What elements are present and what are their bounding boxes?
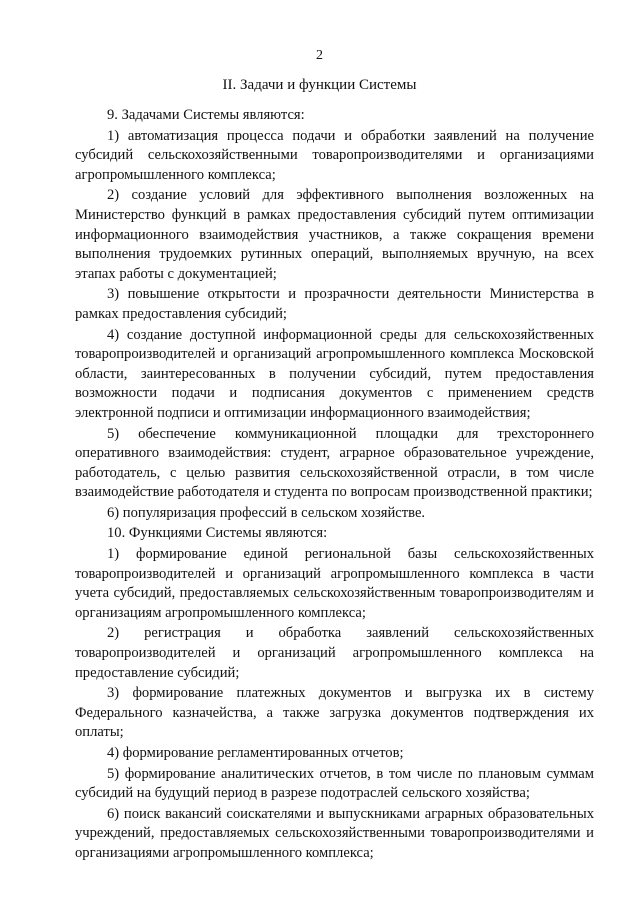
paragraph-task-5: 5) обеспечение коммуникационной площадки для трехстороннего оперативного взаимодействия: студент, аграрное образовательное учреждение, работодатель, с целью развития сельскохозяйственной отрасли, в том числе взаимодействие работодателя и студента по вопросам производственной практики; — [75, 425, 594, 501]
paragraph-task-6: 6) популяризация профессий в сельском хозяйстве. — [107, 504, 426, 521]
paragraph-function-6: 6) поиск вакансий соискателями и выпускниками аграрных образовательных учреждений, предоставляемых сельскохозяйственными товаропроизводителями и организациями агропромышленного комплекса; — [75, 805, 594, 861]
section-title: II. Задачи и функции Системы — [222, 77, 417, 93]
document-body — [75, 106, 594, 865]
paragraph-function-2: 2) регистрация и обработка заявлений сельскохозяйственных товаропроизводителей и организаций агропромышленного комплекса на предоставление субсидий; — [75, 625, 594, 681]
paragraph-function-3: 3) формирование платежных документов и выгрузка их в систему Федерального казначейства, а также загрузка документов подтверждения их оплаты; — [75, 685, 594, 741]
paragraph-task-3: 3) повышение открытости и прозрачности деятельности Министерства в рамках предоставления субсидий; — [75, 286, 594, 322]
paragraph-function-4: 4) формирование регламентированных отчетов; — [107, 745, 404, 761]
paragraph-tasks-heading: 9. Задачами Системы являются: — [107, 107, 305, 123]
paragraph-task-4: 4) создание доступной информационной среды для сельскохозяйственных товаропроизводителей и организаций агропромышленного комплекса Московской области, заинтересованных в получении субсидий, путем предоставления возможности подачи и подписания документов с применением средств электронной подписи и оптимизации информационного взаимодействия; — [75, 326, 594, 421]
paragraph-function-5: 5) формирование аналитических отчетов, в том числе по плановым суммам субсидий на будущий период в разрезе подотраслей сельского хозяйства; — [75, 765, 594, 802]
page-number: 2 — [316, 48, 323, 63]
paragraph-task-2: 2) создание условий для эффективного выполнения возложенных на Министерство функций в рамках предоставления субсидий путем оптимизации информационного взаимодействия участников, а также сокращения времени выполнения трудоемких рутинных операций, выполняемых вручную, на всех этапах работы с документацией; — [75, 187, 594, 282]
paragraph-function-1: 1) формирование единой региональной базы сельскохозяйственных товаропроизводителей и организаций агропромышленного комплекса в части учета субсидий, предоставляемых сельскохозяйственным товаропроизводителям и организациям агропромышленного комплекса; — [75, 546, 594, 621]
paragraph-functions-heading: 10. Функциями Системы являются: — [107, 525, 328, 542]
paragraph-task-1: 1) автоматизация процесса подачи и обработки заявлений на получение субсидий сельскохозяйственными товаропроизводителями и организациями агропромышленного комплекса; — [75, 127, 594, 183]
